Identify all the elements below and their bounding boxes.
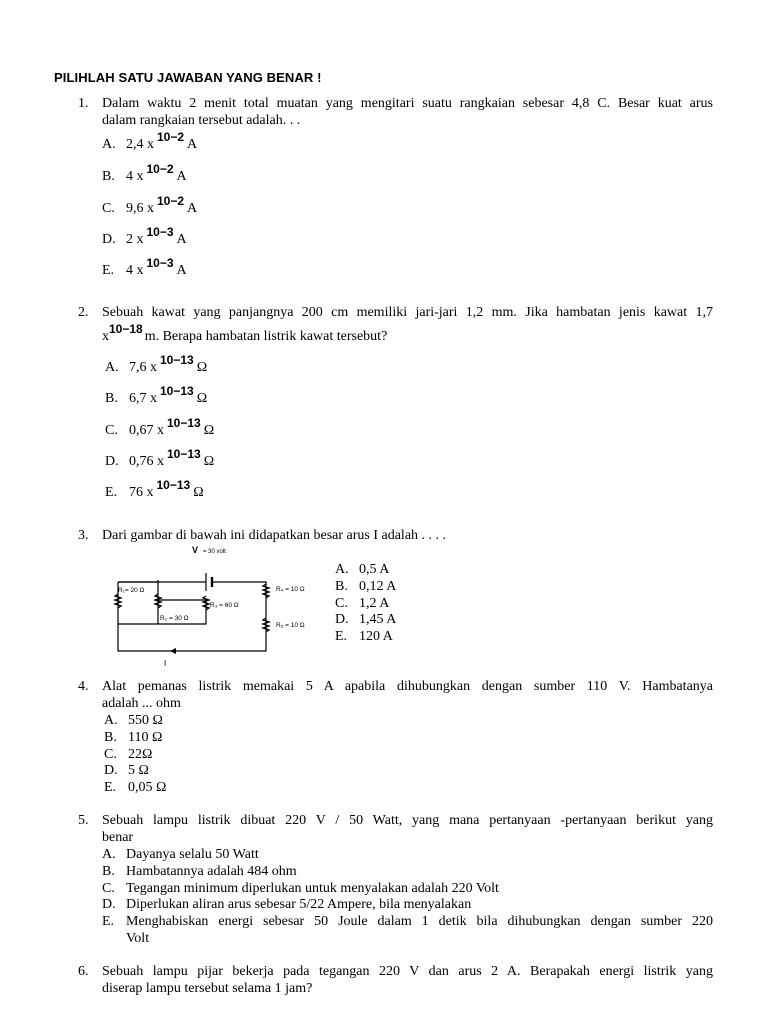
- answer-option-a: [335, 561, 389, 578]
- option-letter: D.: [104, 763, 118, 778]
- option-letter: E.: [335, 629, 348, 644]
- option-text: 0,05 Ω: [128, 780, 167, 795]
- question-power: 10−18: [109, 322, 143, 336]
- question-number: 3.: [78, 528, 89, 543]
- voltage-value: = 30 volt: [203, 549, 226, 555]
- option-unit: Ω: [203, 423, 215, 438]
- current-label: I: [164, 659, 167, 668]
- answer-option-e: [102, 256, 187, 279]
- option-unit: A: [187, 201, 198, 216]
- option-unit: Ω: [193, 485, 204, 500]
- option-coefficient: 6,7 x: [129, 391, 157, 406]
- option-text-continued: Volt: [126, 931, 150, 946]
- answer-option-b: [104, 729, 162, 746]
- option-text: 110 Ω: [128, 730, 163, 745]
- question-number: 6.: [78, 964, 89, 979]
- question-number: 5.: [78, 813, 89, 828]
- answer-option-b: [335, 578, 396, 595]
- answer-option-d: [102, 225, 187, 248]
- option-letter: B.: [102, 169, 115, 184]
- option-letter: C.: [335, 596, 348, 611]
- option-coefficient: 4 x: [126, 263, 144, 278]
- option-power: 10−13: [167, 447, 201, 461]
- option-letter: A.: [102, 847, 116, 862]
- resistor-r5-label: R₅ = 10 Ω: [276, 622, 305, 629]
- question-text-line: Sebuah lampu listrik dibuat 220 V / 50 Watt, yang mana pertanyaan -pertanyaan berikut yang: [102, 813, 713, 828]
- question-text: [102, 304, 713, 321]
- question-text-line: Sebuah kawat yang panjangnya 200 cm memiliki jari-jari 1,2 mm. Jika hambatan jenis kawat 1,7: [102, 305, 713, 320]
- option-text: 1,45 A: [359, 612, 397, 627]
- answer-option-c: [102, 880, 499, 897]
- answer-option-c: [335, 595, 389, 612]
- option-unit: Ω: [203, 454, 215, 469]
- option-letter: A.: [102, 137, 116, 152]
- answer-option-c: [105, 416, 215, 439]
- option-letter: B.: [102, 864, 115, 879]
- question-text-line: Sebuah lampu pijar bekerja pada tegangan 220 V dan arus 2 A. Berapakah energi listrik yang: [102, 964, 713, 979]
- option-unit: Ω: [196, 391, 208, 406]
- current-arrow-icon: [170, 648, 176, 654]
- question-text-line-2: [102, 322, 388, 345]
- answer-option-a: [105, 353, 208, 376]
- option-unit: A: [176, 169, 187, 184]
- option-unit: A: [187, 137, 198, 152]
- option-text: Diperlukan aliran arus sebesar 5/22 Ampere, bila menyalakan: [126, 897, 472, 912]
- option-text: Tegangan minimum diperlukan untuk menyalakan adalah 220 Volt: [126, 881, 499, 896]
- option-unit: Ω: [196, 360, 208, 375]
- answer-option-c: [104, 746, 152, 763]
- option-coefficient: 76 x: [129, 485, 154, 500]
- resistor-r1-label: R₁= 20 Ω: [118, 587, 145, 594]
- option-letter: D.: [105, 454, 119, 469]
- question-text-line: Dari gambar di bawah ini didapatkan besar arus I adalah . . . .: [102, 528, 447, 543]
- answer-option-b: [102, 863, 297, 880]
- option-letter: A.: [335, 562, 349, 577]
- option-coefficient: 7,6 x: [129, 360, 157, 375]
- answer-option-b: [105, 384, 208, 407]
- option-letter: C.: [102, 201, 115, 216]
- question-number: 4.: [78, 679, 89, 694]
- resistor-r4-label: R₄ = 10 Ω: [276, 586, 305, 593]
- option-letter: C.: [105, 423, 118, 438]
- question-text-line: benar: [102, 830, 134, 845]
- option-text: 120 A: [359, 629, 393, 644]
- option-power: 10−2: [157, 194, 185, 208]
- option-text: 0,5 A: [359, 562, 390, 577]
- option-letter: B.: [335, 579, 348, 594]
- answer-option-a: [102, 846, 259, 863]
- voltage-label: V: [192, 545, 199, 555]
- option-letter: B.: [105, 391, 118, 406]
- option-letter: E.: [102, 914, 115, 929]
- option-letter: B.: [104, 730, 117, 745]
- question-text-line: diserap lampu tersebut selama 1 jam?: [102, 981, 313, 996]
- answer-option-d: [104, 762, 149, 779]
- option-text: 550 Ω: [128, 713, 163, 728]
- option-letter: E.: [102, 263, 115, 278]
- option-unit: A: [176, 232, 187, 247]
- answer-option-d: [102, 896, 471, 913]
- answer-option-e: [104, 779, 166, 796]
- answer-option-a: [104, 712, 163, 729]
- circuit-diagram: [106, 544, 318, 670]
- option-text: 1,2 A: [359, 596, 390, 611]
- answer-option-a: [102, 130, 198, 153]
- option-power: 10−13: [156, 478, 191, 492]
- question-text-suffix: m. Berapa hambatan listrik kawat tersebut?: [144, 329, 388, 344]
- option-coefficient: 0,76 x: [129, 454, 164, 469]
- answer-option-d: [335, 611, 396, 628]
- answer-option-e: [105, 478, 204, 501]
- option-power: 10−13: [160, 353, 194, 367]
- question-text-line: dalam rangkaian tersebut adalah. . .: [102, 113, 301, 128]
- option-letter: A.: [105, 360, 119, 375]
- option-text: Menghabiskan energi sebesar 50 Joule dalam 1 detik bila dihubungkan dengan sumber 220: [126, 914, 713, 929]
- option-text: Dayanya selalu 50 Watt: [126, 847, 259, 862]
- option-text: 0,12 A: [359, 579, 397, 594]
- answer-option-e: [335, 628, 393, 645]
- option-coefficient: 2 x: [126, 232, 144, 247]
- option-power: 10−2: [157, 130, 185, 144]
- question-text: [102, 963, 713, 997]
- option-letter: D.: [102, 897, 116, 912]
- option-coefficient: 4 x: [126, 169, 144, 184]
- answer-option-d: [105, 447, 215, 470]
- question-text-prefix: x: [102, 329, 109, 344]
- instructions-heading: PILIHLAH SATU JAWABAN YANG BENAR !: [54, 70, 322, 85]
- battery-symbol: [206, 573, 218, 591]
- option-text: Hambatannya adalah 484 ohm: [126, 864, 297, 879]
- question-text-line: adalah ... ohm: [102, 696, 181, 711]
- option-coefficient: 9,6 x: [126, 201, 154, 216]
- option-coefficient: 2,4 x: [126, 137, 154, 152]
- question-text-line: Alat pemanas listrik memakai 5 A apabila dihubungkan dengan sumber 110 V. Hambatanya: [102, 679, 713, 694]
- option-power: 10−3: [146, 256, 174, 270]
- option-power: 10−3: [146, 225, 174, 239]
- answer-option-c: [102, 194, 198, 217]
- question-text: [102, 95, 713, 129]
- option-letter: E.: [104, 780, 117, 795]
- option-letter: C.: [102, 881, 115, 896]
- question-text-line: Dalam waktu 2 menit total muatan yang mengitari suatu rangkaian sebesar 4,8 C. Besar kuat arus: [102, 96, 713, 111]
- resistor-r3-label: R₃ = 60 Ω: [210, 602, 239, 609]
- option-text: 22Ω: [128, 747, 153, 762]
- question-number: 1.: [78, 96, 89, 111]
- option-power: 10−13: [160, 384, 194, 398]
- question-number: 2.: [78, 305, 89, 320]
- question-text: [102, 527, 713, 544]
- option-text: 5 Ω: [128, 763, 149, 778]
- question-text: [102, 678, 713, 712]
- option-letter: D.: [102, 232, 116, 247]
- option-letter: E.: [105, 485, 118, 500]
- option-letter: D.: [335, 612, 349, 627]
- option-power: 10−13: [167, 416, 201, 430]
- answer-option-b: [102, 162, 187, 185]
- resistor-r2-label: R₂ = 30 Ω: [160, 615, 189, 622]
- option-power: 10−2: [146, 162, 174, 176]
- option-unit: A: [176, 263, 187, 278]
- answer-option-e: [102, 913, 713, 947]
- option-letter: A.: [104, 713, 118, 728]
- option-letter: C.: [104, 747, 117, 762]
- question-text: [102, 812, 713, 846]
- option-coefficient: 0,67 x: [129, 423, 164, 438]
